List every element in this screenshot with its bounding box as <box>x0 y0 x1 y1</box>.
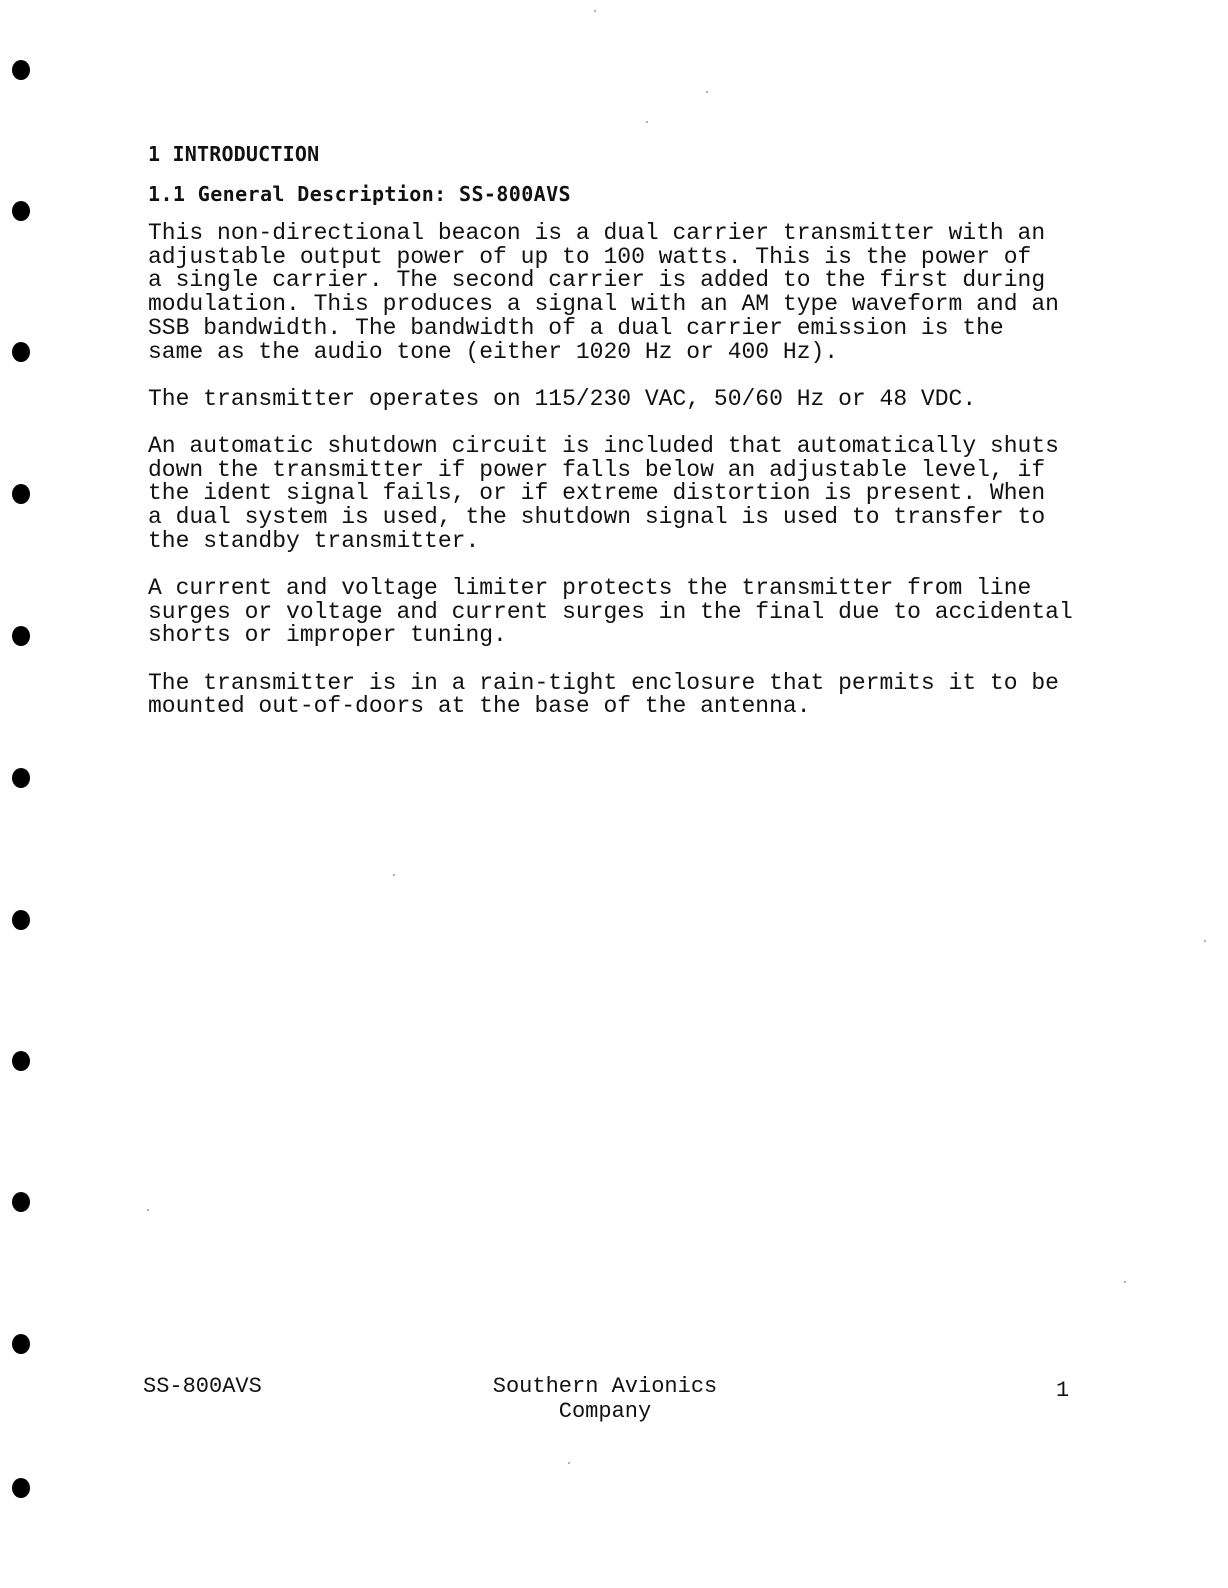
scan-speck <box>147 1209 149 1211</box>
text-line: down the transmitter if power falls below an adjustable level, if <box>148 456 1046 483</box>
punch-hole <box>12 1334 30 1354</box>
paragraph-enclosure <box>148 669 1078 720</box>
paragraph-description <box>148 222 1078 364</box>
scan-speck <box>706 91 708 93</box>
subsection-heading: 1.1 General Description: SS-800AVS <box>148 182 571 206</box>
punch-hole <box>12 1051 30 1071</box>
footer-company-line: Company <box>558 1399 652 1424</box>
text-line: An automatic shutdown circuit is included that automatically shuts <box>148 432 1059 459</box>
punch-hole <box>12 484 30 504</box>
text-line: This non-directional beacon is a dual carrier transmitter with an <box>148 220 1046 246</box>
text-line: shorts or improper tuning. <box>148 622 507 649</box>
punch-hole <box>12 60 30 80</box>
paragraph-power-supply <box>148 385 1078 412</box>
punch-hole <box>12 1192 30 1212</box>
text-line: surges or voltage and current surges in the final due to accidental <box>148 598 1073 625</box>
text-line: modulation. This produces a signal with an AM type waveform and an <box>148 291 1059 318</box>
scan-speck <box>568 1462 570 1464</box>
scan-speck <box>594 10 596 12</box>
footer-company <box>460 1374 750 1424</box>
text-line: A current and voltage limiter protects the transmitter from line <box>148 574 1032 601</box>
text-line: same as the audio tone (either 1020 Hz or 400 Hz). <box>148 338 839 365</box>
paragraph-limiter <box>148 574 1078 649</box>
page-number: 1 <box>1056 1378 1070 1403</box>
scan-speck <box>1204 940 1206 942</box>
text-line: The transmitter is in a rain-tight enclosure that permits it to be <box>148 669 1059 696</box>
text-line: a dual system is used, the shutdown signal is used to transfer to <box>148 504 1046 531</box>
scan-speck <box>1124 1281 1126 1283</box>
punch-hole <box>12 768 30 788</box>
text-line: the standby transmitter. <box>148 527 480 554</box>
scan-speck <box>393 874 395 876</box>
footer-model: SS-800AVS <box>143 1374 262 1399</box>
footer-company-line: Southern Avionics <box>492 1374 718 1399</box>
scan-speck <box>646 121 648 123</box>
punch-hole <box>12 201 30 221</box>
paragraph-shutdown <box>148 432 1078 554</box>
text-line: SSB bandwidth. The bandwidth of a dual carrier emission is the <box>148 314 1004 341</box>
punch-hole <box>12 342 30 362</box>
text-line: mounted out-of-doors at the base of the antenna. <box>148 693 811 720</box>
punch-hole <box>12 1478 30 1498</box>
punch-hole <box>12 910 30 930</box>
text-line: adjustable output power of up to 100 watts. This is the power of <box>148 243 1032 270</box>
punch-hole <box>12 626 30 646</box>
section-heading: 1 INTRODUCTION <box>148 142 320 166</box>
text-line: a single carrier. The second carrier is added to the first during <box>148 267 1046 294</box>
document-body <box>148 142 1078 742</box>
text-line: the ident signal fails, or if extreme distortion is present. When <box>148 480 1046 507</box>
text-line: The transmitter operates on 115/230 VAC, 50/60 Hz or 48 VDC. <box>148 385 977 412</box>
